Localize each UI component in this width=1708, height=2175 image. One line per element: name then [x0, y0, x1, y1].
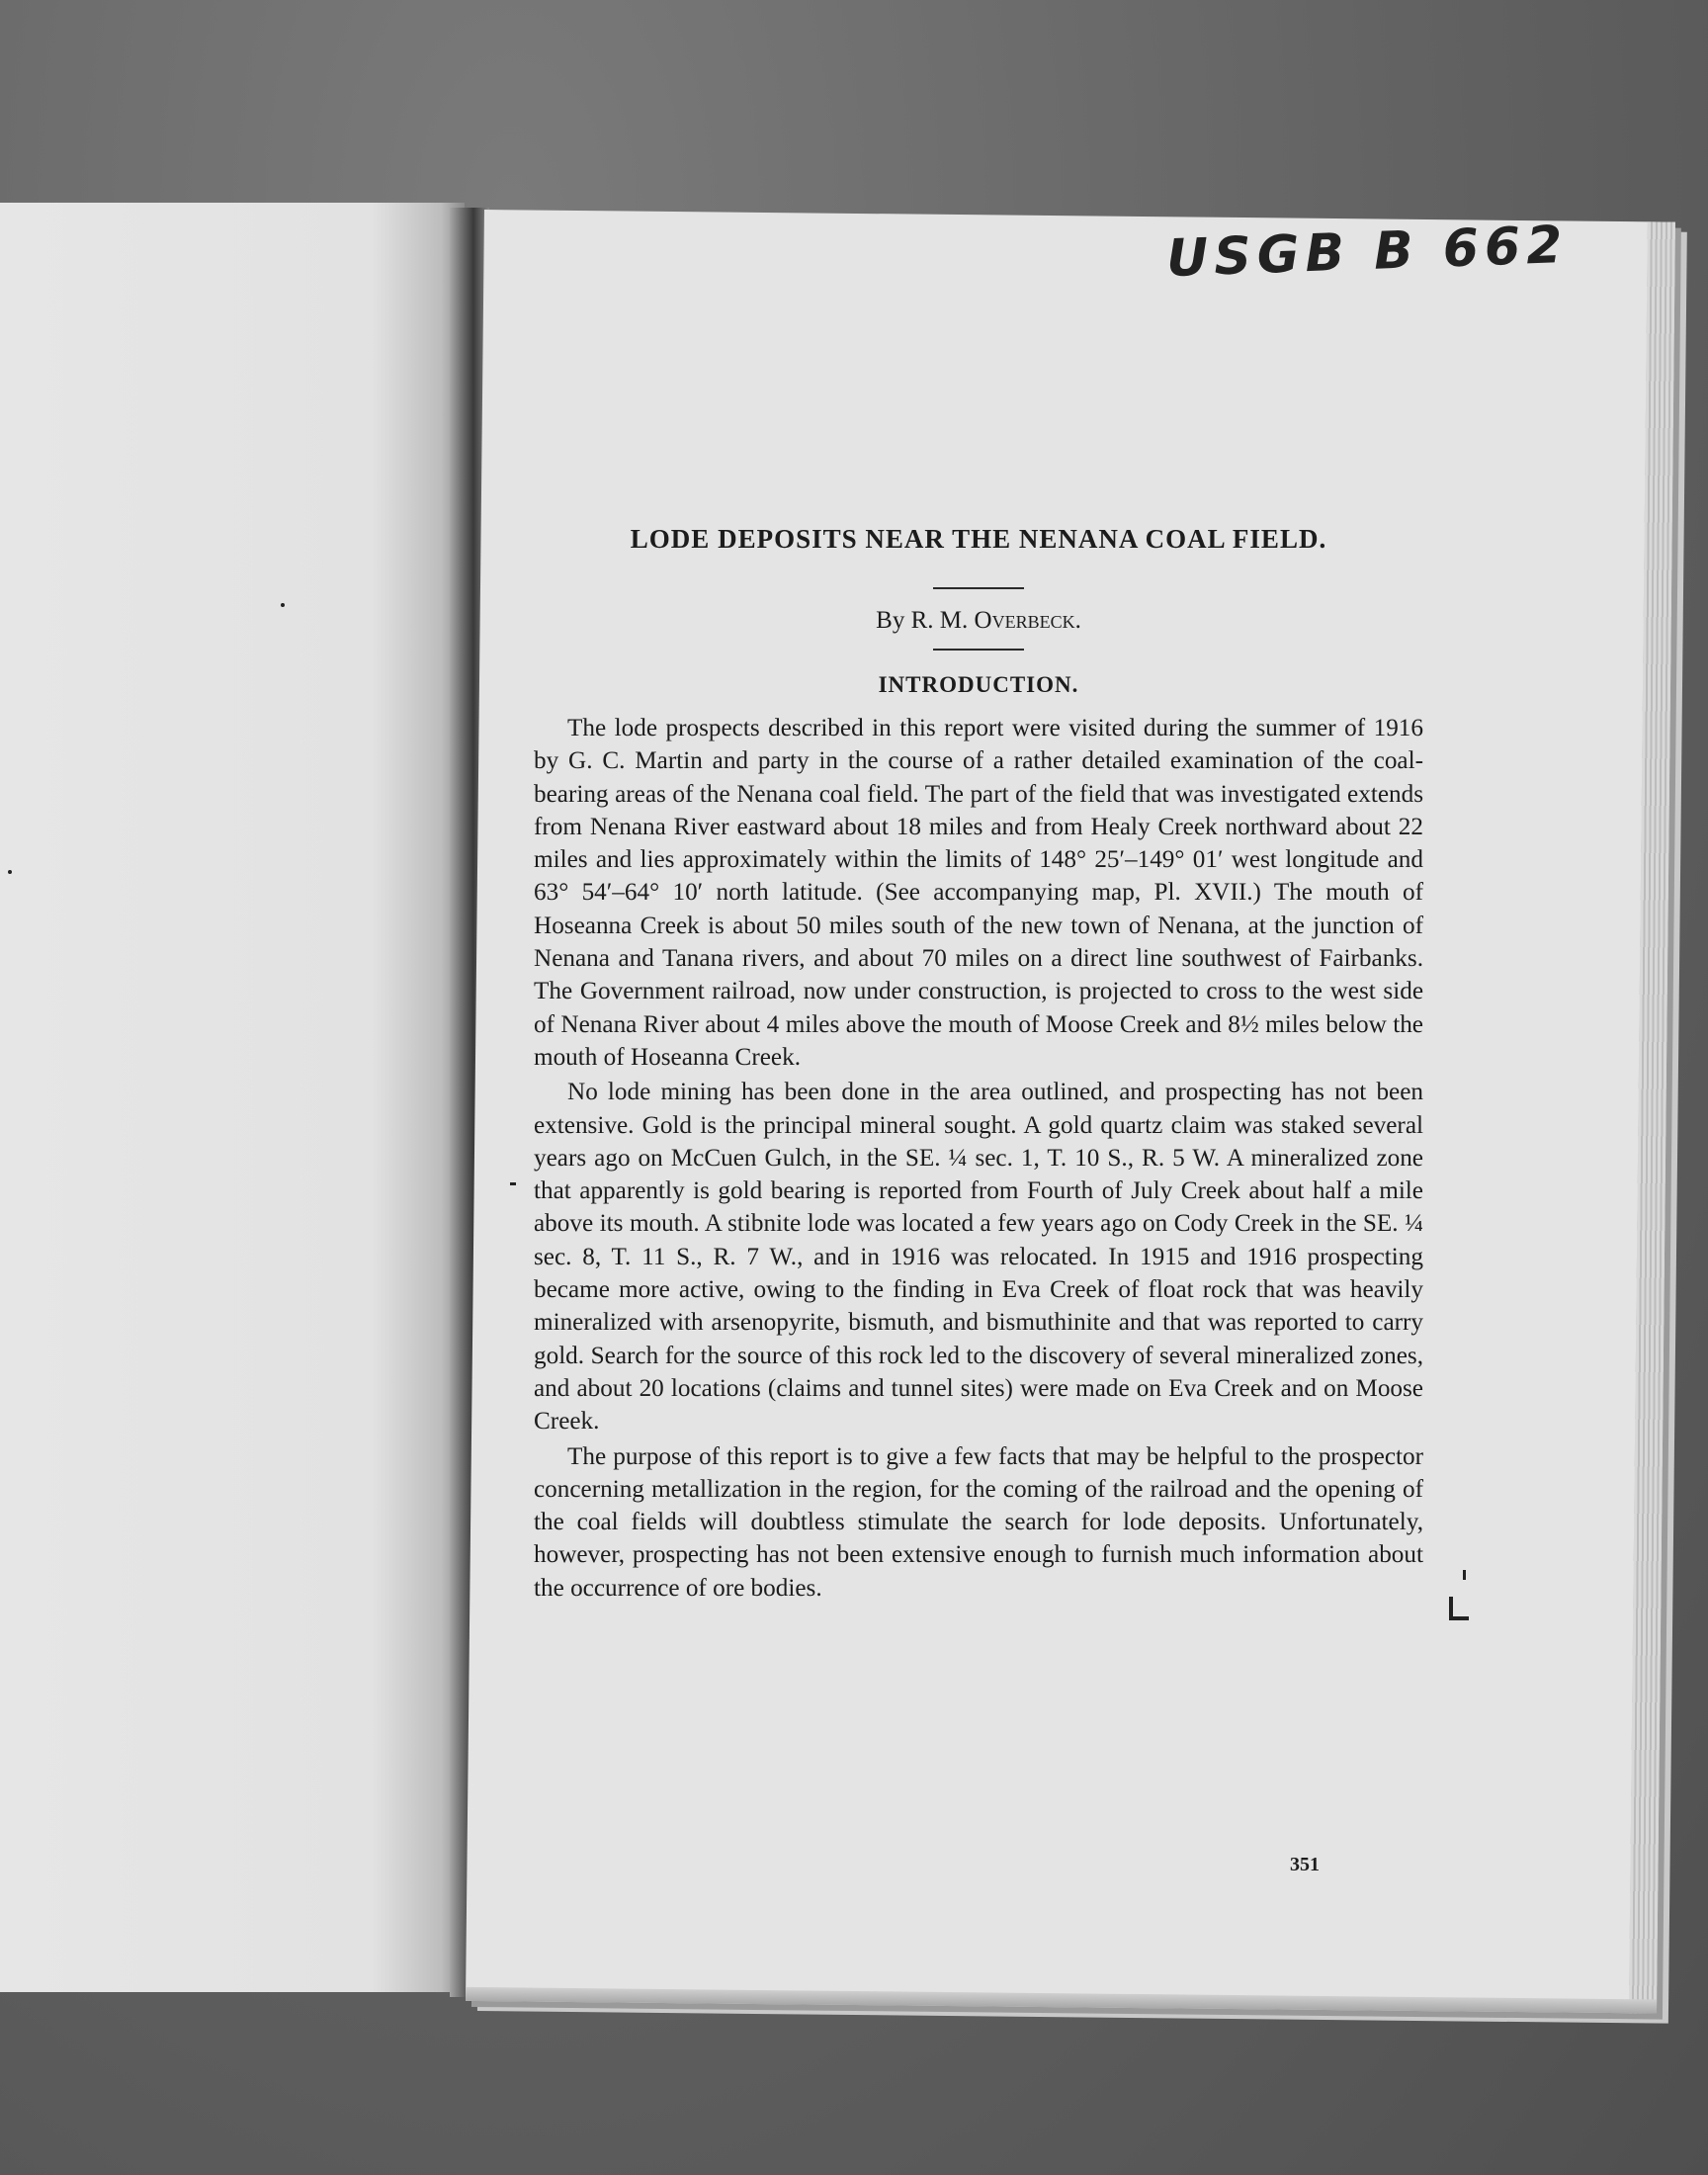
pencil-hook-mark	[1449, 1597, 1453, 1618]
stray-dot-mark	[281, 603, 285, 607]
handwritten-reference: USGB B 662	[1165, 215, 1570, 290]
paragraph: The purpose of this report is to give a few facts that may be helpful to the prospector concerning metallization in the region, for the coming of the railroad and the opening of the coal fields will doubtless stimulate the search for lode deposits. Unfortunately, however, prospecting has not been extensive enough to furnish much information about the occurrence of ore bodies.	[534, 1442, 1423, 1602]
stray-dot-mark	[8, 870, 12, 874]
section-heading: INTRODUCTION.	[878, 672, 1079, 697]
paragraph: No lode mining has been done in the area outlined, and prospecting has not been extensive. Gold is the principal mineral sought. A gold quartz claim was staked several years ago on McCuen Gulch, in the SE. ¼ sec. 1, T. 10 S., R. 5 W. A mineralized zone that apparently is gold bearing is reported from Fourth of July Creek about half a mile above its mouth. A stibnite lode was located a few years ago on Cody Creek in the SE. ¼ sec. 8, T. 11 S., R. 7 W., and in 1916 was relocated. In 1915 and 1916 prospecting became more active, owing to the finding in Eva Creek of float rock that was heavily mineralized with arsenopyrite, bismuth, and bismuthinite and that was reported to carry gold. Search for the source of this rock led to the discovery of several mineralized zones, and about 20 locations (claims and tunnel sites) were made on Eva Creek and on Moose Creek.	[534, 1079, 1423, 1436]
margin-dash-mark	[510, 1182, 516, 1185]
article-title: LODE DEPOSITS NEAR THE NENANA COAL FIELD.	[630, 524, 1327, 554]
paragraph: The lode prospects described in this report were visited during the summer of 1916 by G. C. Martin and party in the course of a rather detailed examination of the coal-bearing areas of the Nenana coal field. The part of the field that was investigated extends from Nenana River eastward about 18 miles and from Healy Creek northward about 22 miles and lies approximately within the limits of 148° 25′–149° 01′ west longitude and 63° 54′–64° 10′ north latitude. (See accompanying map, Pl. XVII.) The mouth of Hoseanna Creek is about 50 miles south of the new town of Nenana, at the junction of Nenana and Tanana rivers, and about 70 miles on a direct line southwest of Fairbanks. The Government railroad, now under construction, is projected to cross to the west side of Nenana River about 4 miles above the mouth of Moose Creek and 8½ miles below the mouth of Hoseanna Creek.	[534, 715, 1423, 1071]
page-number: 351	[1290, 1854, 1320, 1875]
pencil-tick-mark	[1463, 1570, 1466, 1580]
byline-divider	[933, 649, 1024, 651]
article-byline	[534, 607, 1423, 635]
pencil-hook-mark	[1449, 1616, 1469, 1620]
byline-prefix: By R. M.	[876, 607, 975, 634]
left-page-blank	[0, 203, 465, 1992]
title-divider	[933, 587, 1024, 589]
article-body	[534, 524, 1423, 1607]
byline-author: Overbeck.	[974, 607, 1081, 634]
